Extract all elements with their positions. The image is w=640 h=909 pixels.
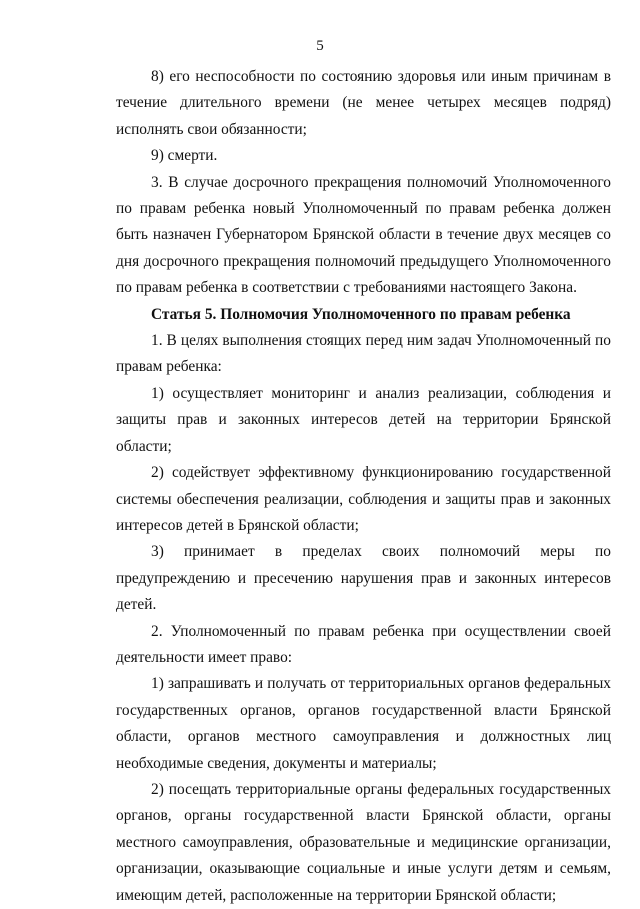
paragraph-article5-2-item-1: 1) запрашивать и получать от территориальных органов федеральных государственных органов, органов государственной власти Брянской области, органов местного самоуправления и должностных лиц необходимые сведения, документы и материалы;: [116, 675, 611, 772]
paragraph-item-8: 8) его неспособности по состоянию здоровья или иным причинам в течение длительного времени (не менее четырех месяцев подряд) исполнять свои обязанности;: [116, 68, 611, 138]
paragraph-article5-clause-2: 2. Уполномоченный по правам ребенка при осуществлении своей деятельности имеет право:: [116, 622, 611, 666]
paragraph-clause-3: 3. В случае досрочного прекращения полномочий Уполномоченного по правам ребенка новый Уполномоченный по правам ребенка должен быть назначен Губернатором Брянской области в течение двух месяцев со дня досрочного прекращения полномочий предыдущего Уполномоченного по правам ребенка в соответствии с требованиями настоящего Закона.: [116, 173, 611, 297]
paragraph-article5-2-item-2: 2) посещать территориальные органы федеральных государственных органов, органы государственной власти Брянской области, органы местного самоуправления, образовательные и медицинские организации, организации, оказывающие социальные и иные услуги детям и семьям, имеющим детей, расположенные на территории Брянской области;: [116, 780, 611, 904]
document-body: [116, 64, 611, 909]
paragraph-article5-1-item-3: 3) принимает в пределах своих полномочий меры по предупреждению и пресечению нарушения прав и законных интересов детей.: [116, 543, 611, 614]
page-number: 5: [316, 38, 324, 54]
paragraph-article5-clause-1: 1. В целях выполнения стоящих перед ним задач Уполномоченный по правам ребенка:: [116, 332, 611, 376]
article-heading: Статья 5. Полномочия Уполномоченного по правам ребенка: [151, 305, 571, 323]
paragraph-article5-1-item-2: 2) содействует эффективному функционированию государственной системы обеспечения реализации, соблюдения и защиты прав и законных интересов детей в Брянской области;: [116, 464, 611, 534]
paragraph-item-9: 9) смерти.: [151, 147, 218, 165]
paragraph-article5-1-item-1: 1) осуществляет мониторинг и анализ реализации, соблюдения и защиты прав и законных интересов детей на территории Брянской области;: [116, 384, 611, 455]
